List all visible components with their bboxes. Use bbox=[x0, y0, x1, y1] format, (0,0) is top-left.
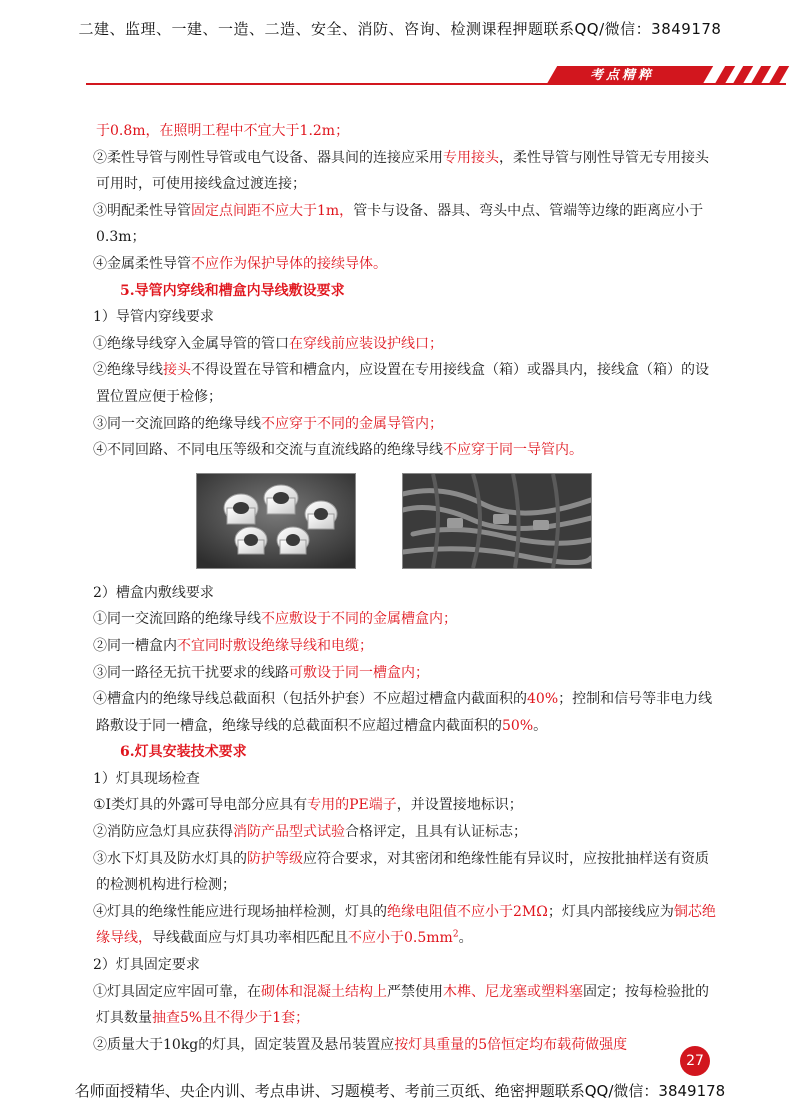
subheading: 1）导管内穿线要求 bbox=[93, 309, 214, 326]
insulating-bushings-photo bbox=[196, 473, 356, 569]
text: 。 bbox=[458, 930, 473, 947]
paragraph bbox=[93, 792, 720, 819]
text: 。 bbox=[533, 717, 548, 734]
highlight: 木榫、尼龙塞或塑料塞 bbox=[443, 983, 583, 1000]
highlight: 不应小于0.5mm bbox=[348, 930, 453, 947]
text: ②绝缘导线 bbox=[93, 362, 163, 379]
text: ①Ⅰ类灯具的外露可导电部分应具有 bbox=[93, 797, 308, 814]
highlight: 不应敷设于不同的金属槽盒内； bbox=[261, 611, 457, 628]
page-number-badge: 27 bbox=[680, 1046, 710, 1076]
text: ②质量大于10kg的灯具，固定装置及悬吊装置应 bbox=[93, 1036, 395, 1053]
text: 不得设置在导管和槽盒内，应设置在专用接线盒（箱）或器具内，接线盒（箱）的设置位置应便于检修； bbox=[96, 362, 709, 405]
paragraph bbox=[93, 686, 720, 739]
subheading: 2）灯具固定要求 bbox=[93, 957, 200, 974]
highlight: 消防产品型式试验 bbox=[233, 824, 345, 841]
paragraph bbox=[96, 118, 720, 145]
highlight: 砌体和混凝土结构上 bbox=[261, 983, 387, 1000]
section-badge: 考点精粹 bbox=[589, 68, 654, 83]
text: ③水下灯具及防水灯具的 bbox=[93, 850, 247, 867]
subheading: 2）槽盒内敷线要求 bbox=[93, 584, 214, 601]
paragraph bbox=[93, 145, 720, 198]
text: ④槽盒内的绝缘导线总截面积（包括外护套）不应超过槽盒内截面积的 bbox=[93, 691, 527, 708]
paragraph bbox=[93, 819, 720, 846]
text: ②消防应急灯具应获得 bbox=[93, 824, 233, 841]
paragraph bbox=[93, 357, 720, 410]
header-stripe bbox=[751, 66, 771, 84]
footer-promo-text: 名师面授精华、央企内训、考点串讲、习题模考、考前三页纸、绝密押题联系QQ/微信：3849178 bbox=[74, 1082, 726, 1100]
text: 管卡与设备、器具、弯头中点、管端等边缘的距离应小于0.3m； bbox=[96, 202, 704, 246]
highlight: 不宜同时敷设绝缘导线和电缆； bbox=[177, 637, 373, 654]
header-stripe bbox=[733, 66, 753, 84]
header-stripe bbox=[769, 66, 789, 84]
text: 应符合要求，对其密闭和绝缘性能有异议时，应按批抽样送有资质的检测机构进行检测； bbox=[96, 850, 709, 894]
header-promo-text: 二建、监理、一建、一造、二造、安全、消防、咨询、检测课程押题联系QQ/微信：3849178 bbox=[78, 20, 722, 38]
highlight: 不应穿于不同的金属导管内； bbox=[261, 415, 443, 432]
text: ；控制和信号等非电力线路敷设于同一槽盒，绝缘导线的总截面积不应超过槽盒内截面积的 bbox=[96, 691, 713, 734]
paragraph bbox=[93, 1032, 720, 1059]
text: ，柔性导管与刚性导管无专用接头可用时，可使用接线盒过渡连接； bbox=[96, 149, 709, 193]
text: 固定；按每检验批的灯具数量 bbox=[96, 983, 709, 1027]
text: ③同一交流回路的绝缘导线 bbox=[93, 415, 261, 432]
text: ④灯具的绝缘性能应进行现场抽样检测，灯具的 bbox=[93, 903, 387, 920]
highlight: 在穿线前应装设护线口； bbox=[289, 335, 443, 352]
cable-tray-photo bbox=[402, 473, 592, 569]
text: ①同一交流回路的绝缘导线 bbox=[93, 611, 261, 628]
highlight: 于0.8m，在照明工程中不宜大于1.2m； bbox=[96, 123, 350, 139]
paragraph bbox=[93, 660, 720, 687]
paragraph bbox=[93, 979, 720, 1032]
superscript: 2 bbox=[452, 929, 459, 940]
paragraph bbox=[93, 846, 720, 899]
paragraph bbox=[93, 411, 720, 438]
paragraph bbox=[93, 251, 720, 278]
highlight: 40% bbox=[527, 691, 559, 708]
text: ①灯具固定应牢固可靠，在 bbox=[93, 983, 261, 1000]
paragraph bbox=[93, 331, 720, 358]
text: ④不同回路、不同电压等级和交流与直流线路的绝缘导线 bbox=[93, 442, 443, 459]
text: ②柔性导管与刚性导管或电气设备、器具间的连接应采用 bbox=[93, 149, 443, 166]
highlight: 绝缘电阻值不应小于2MΩ bbox=[387, 903, 548, 920]
text: ，并设置接地标识； bbox=[396, 797, 523, 814]
highlight: 抽查5%且不得少于1套； bbox=[152, 1010, 310, 1027]
text: ③明配柔性导管 bbox=[93, 202, 191, 219]
highlight: 不应作为保护导体的接续导体。 bbox=[191, 255, 387, 272]
highlight: 不应穿于同一导管内。 bbox=[443, 442, 583, 459]
page-body bbox=[93, 118, 720, 1058]
photo-row bbox=[96, 467, 720, 577]
text: ④金属柔性导管 bbox=[93, 255, 191, 272]
paragraph bbox=[93, 198, 720, 251]
text: 严禁使用 bbox=[387, 983, 443, 1000]
text: ③同一路径无抗干扰要求的线路 bbox=[93, 664, 289, 681]
highlight: 可敷设于同一槽盒内； bbox=[289, 664, 429, 681]
paragraph bbox=[93, 437, 720, 464]
text: ；灯具内部接线应为 bbox=[547, 903, 674, 920]
highlight: 防护等级 bbox=[247, 850, 303, 867]
highlight: 按灯具重量的5倍恒定均布载荷做强度 bbox=[394, 1036, 628, 1053]
highlight: 50% bbox=[502, 717, 534, 734]
text: 导线截面应与灯具功率相匹配且 bbox=[152, 930, 348, 947]
paragraph bbox=[93, 633, 720, 660]
highlight: 铜芯绝缘导线， bbox=[96, 903, 716, 947]
paragraph bbox=[93, 606, 720, 633]
header-stripe bbox=[715, 66, 735, 84]
text: ①绝缘导线穿入金属导管的管口 bbox=[93, 335, 289, 352]
section-heading: 5.导管内穿线和槽盒内导线敷设要求 bbox=[120, 282, 345, 299]
highlight: 专用的PE端子 bbox=[307, 797, 397, 814]
text: 合格评定，且具有认证标志； bbox=[345, 824, 527, 841]
highlight: 专用接头 bbox=[443, 149, 499, 166]
text: ②同一槽盒内 bbox=[93, 637, 177, 654]
highlight: 固定点间距不应大于1m， bbox=[191, 202, 354, 219]
subheading: 1）灯具现场检查 bbox=[93, 770, 200, 787]
highlight: 接头 bbox=[163, 362, 191, 379]
section-heading: 6.灯具安装技术要求 bbox=[120, 744, 247, 761]
paragraph bbox=[93, 899, 720, 952]
